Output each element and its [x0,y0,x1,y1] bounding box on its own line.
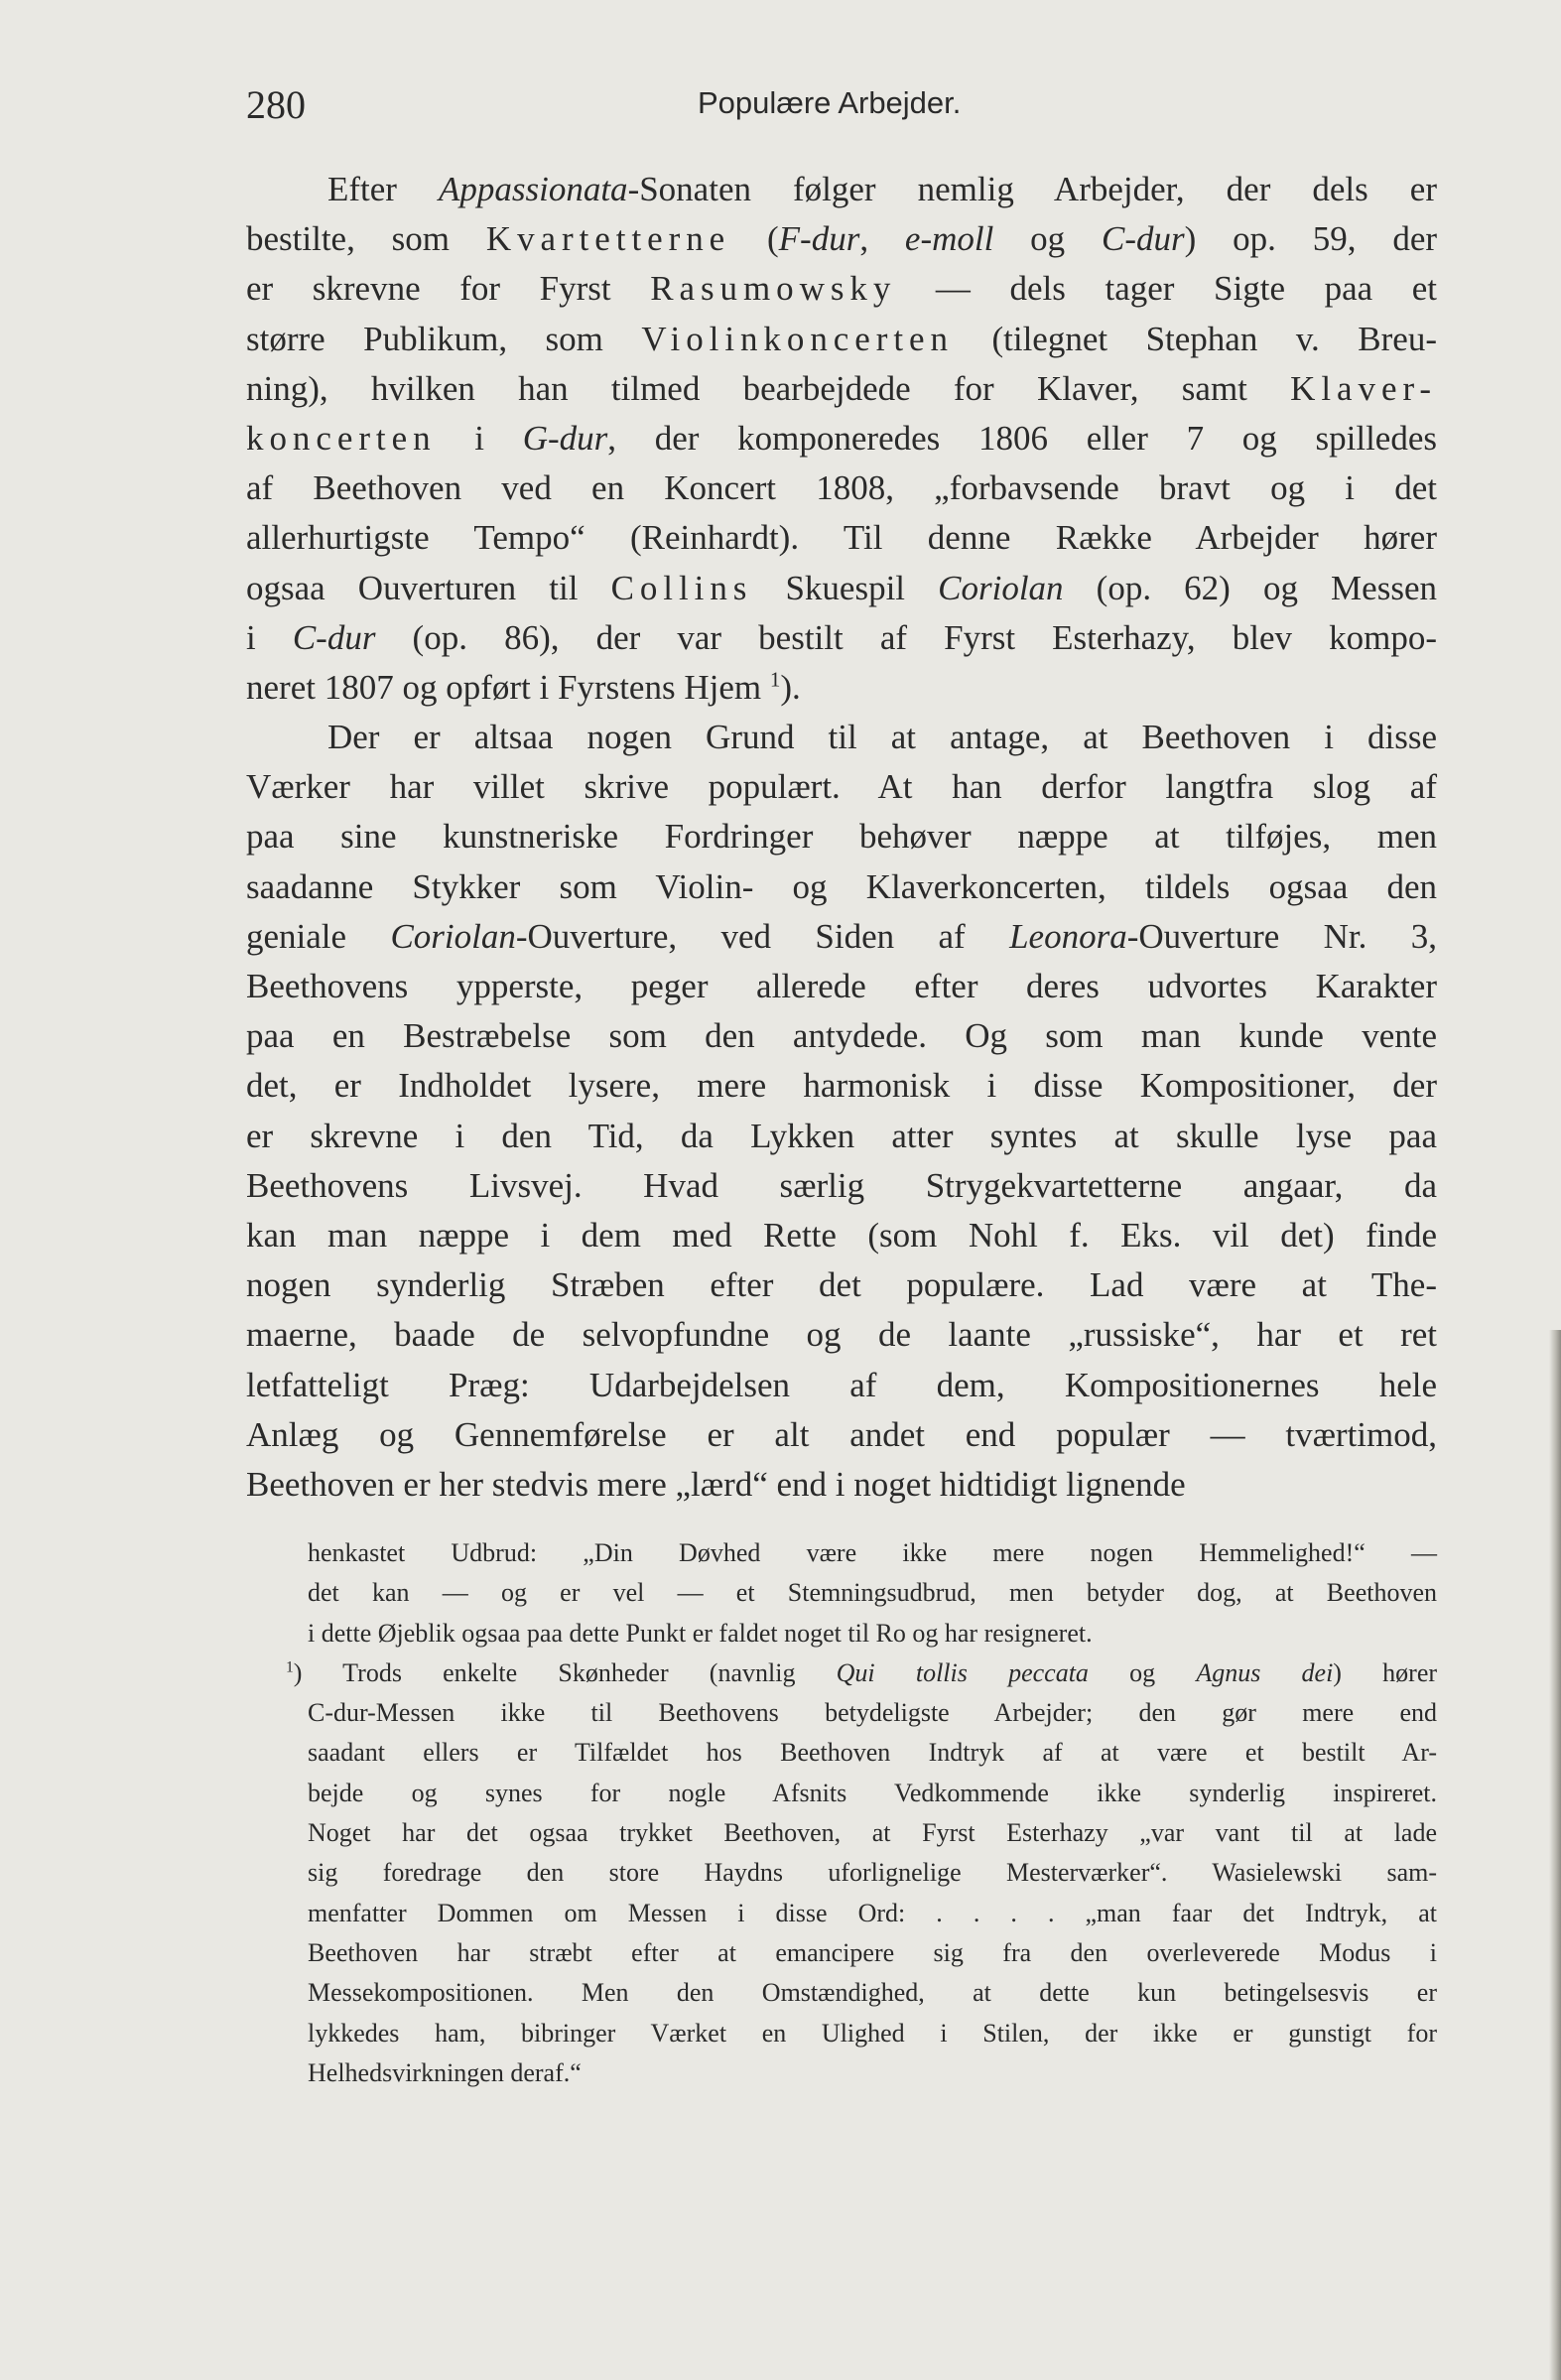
text-segment: Beethovens Livsvej. Hvad særlig Strygekvartetterne angaar, da [246,1165,1437,1205]
text-line [246,663,1437,713]
text-segment: og [993,219,1103,259]
text-segment: og [1088,1657,1197,1687]
spaced-text: koncerten [246,418,437,458]
text-line [246,1410,1437,1460]
footnote-line [308,1774,1437,1813]
italic-text: G-dur [522,418,608,458]
text-segment: C-dur-Messen ikke til Beethovens betydeligste Arbejder; den gør mere end [308,1698,1437,1728]
text-line [246,1211,1437,1260]
footnote-line [308,1813,1437,1853]
text-segment: , der komponeredes 1806 eller 7 og spilledes [607,418,1438,458]
text-segment: saadant ellers er Tilfældet hos Beethoven Indtryk af at være et bestilt Ar- [308,1738,1437,1768]
footnote-line [308,1614,1437,1653]
footnote-marker: 1 [769,667,781,692]
text-line [246,414,1437,463]
text-segment: letfatteligt Præg: Udarbejdelsen af dem, Kompositionernes hele [246,1365,1437,1404]
text-line [246,1112,1437,1161]
text-segment: nogen synderlig Stræben efter det populære. Lad være at The- [246,1265,1437,1305]
text-segment: henkastet Udbrud: „Din Døvhed være ikke mere nogen Hemmelighed!“ — [308,1538,1437,1567]
text-segment: Der er altsaa nogen Grund til at antage, at Beethoven i disse [327,718,1437,757]
text-line [246,463,1437,513]
text-segment: Værker har villet skrive populært. At han derfor langtfra slog af [246,767,1437,807]
footnote-line [308,1533,1437,1573]
text-segment: ) Trods enkelte Skønheder (navnlig [293,1657,837,1687]
text-segment: (op. 62) og Messen [1063,568,1437,607]
footnote-line [308,1573,1437,1613]
running-header [246,81,1437,131]
page-number: 280 [246,82,306,127]
text-segment: (tilegnet Stephan v. Breu- [953,319,1437,358]
text-segment: ogsaa Ouverturen til [246,568,611,607]
text-segment: paa en Bestræbelse som den antydede. Og som man kunde vente [246,1016,1437,1056]
text-line [246,1260,1437,1310]
text-line [246,862,1437,912]
text-segment: , [859,219,905,259]
text-segment: -Ouverture, ved Siden af [515,916,1010,956]
text-segment: maerne, baade de selvopfundne og de laante „russiske“, har et ret [246,1315,1437,1355]
text-segment: lykkedes ham, bibringer Værket en Ulighed i Stilen, der ikke er gunstigt for [308,2018,1437,2048]
running-title: Populære Arbejder. [698,85,962,120]
italic-text: C-dur [1102,219,1185,259]
footnote-line [308,1894,1437,1933]
spaced-text: Klaver- [1290,368,1437,408]
italic-text: Leonora [1009,916,1127,956]
text-segment: Beethoven har stræbt efter at emancipere sig fra den overleverede Modus i [308,1937,1437,1967]
footnote-line [308,2053,1437,2093]
text-line [246,912,1437,962]
footnote-marker: 1 [286,1658,294,1676]
text-segment: Messekompositionen. Men den Omstændighed, at dette kun betingelsesvis er [308,1978,1437,2008]
text-line [246,364,1437,414]
text-line [246,165,1437,214]
italic-text: F-dur [778,219,860,259]
text-line [246,1460,1437,1510]
text-segment: i [436,418,523,458]
text-segment: Beethoven er her stedvis mere „lærd“ end i noget hidtidigt lignende [246,1464,1186,1504]
spaced-text: Kvartetterne [485,219,731,259]
text-line [246,214,1437,264]
text-segment: Skuespil [752,568,939,607]
text-segment: større Publikum, som [246,319,642,358]
text-segment: bestilte, som [246,219,486,259]
footnote-line [308,1733,1437,1773]
text-line [246,613,1437,663]
italic-text: Agnus dei [1196,1657,1334,1687]
text-segment: ). [780,667,801,707]
text-line [246,713,1437,762]
spaced-text: Violinkoncerten [641,319,954,358]
text-segment: i [246,617,293,657]
page-edge-shadow [1549,1330,1561,2380]
italic-text: C-dur [292,617,376,657]
main-text [246,165,1437,1510]
text-line [246,1361,1437,1410]
italic-text: Coriolan [390,916,516,956]
text-segment: menfatter Dommen om Messen i disse Ord: . . . . „man faar det Indtryk, at [308,1898,1437,1927]
text-segment: Noget har det ogsaa trykket Beethoven, at Fyrst Esterhazy „var vant til at lade [308,1818,1437,1848]
italic-text: e-moll [904,219,994,259]
spaced-text: Collins [610,568,753,607]
text-segment: allerhurtigste Tempo“ (Reinhardt). Til denne Række Arbejder hører [246,518,1437,558]
text-segment: ning), hvilken han tilmed bearbejdede for Klaver, samt [246,368,1291,408]
text-segment: af Beethoven ved en Koncert 1808, „forbavsende bravt og i det [246,468,1437,508]
text-segment: paa sine kunstneriske Fordringer behøver næppe at tilføjes, men [246,817,1437,857]
footnote-line [286,1653,1437,1693]
text-segment: -Sonaten følger nemlig Arbejder, der dels er [627,170,1437,208]
footnote-line [308,1693,1437,1733]
italic-text: Appassionata [438,170,628,208]
text-segment: det kan — og er vel — et Stemningsudbrud, men betyder dog, at Beethoven [308,1578,1437,1608]
text-line [246,1011,1437,1061]
text-segment: ) op. 59, der [1184,219,1438,259]
text-segment: (op. 86), der var bestilt af Fyrst Esterhazy, blev kompo- [375,617,1437,657]
text-segment: kan man næppe i dem med Rette (som Nohl f. Eks. vil det) finde [246,1215,1437,1255]
text-line [246,1061,1437,1111]
text-line [246,1310,1437,1360]
text-line [246,264,1437,314]
footnote-line [308,2014,1437,2053]
text-segment: Beethovens ypperste, peger allerede efter deres udvortes Karakter [246,967,1437,1005]
text-segment: ) hører [1333,1657,1438,1687]
text-segment: neret 1807 og opført i Fyrstens Hjem [246,667,770,707]
text-segment: bejde og synes for nogle Afsnits Vedkommende ikke synderlig inspireret. [308,1778,1437,1807]
text-segment: er skrevne for Fyrst [246,269,651,309]
footnote-line [308,1853,1437,1893]
text-segment: i dette Øjeblik ogsaa paa dette Punkt er faldet noget til Ro og har resigneret. [308,1618,1093,1648]
text-line [246,315,1437,364]
text-segment: -Ouverture Nr. 3, [1126,916,1437,956]
text-segment: det, er Indholdet lysere, mere harmonisk i disse Kompositioner, der [246,1066,1437,1106]
text-line [246,564,1437,613]
text-line [246,962,1437,1011]
text-line [246,1161,1437,1211]
text-segment: — dels tager Sigte paa et [896,269,1438,309]
text-segment: saadanne Stykker som Violin- og Klaverkoncerten, tildels ogsaa den [246,866,1437,906]
spaced-text: Rasumowsky [650,269,897,309]
text-segment: Efter [327,170,439,208]
italic-text: Coriolan [938,568,1064,607]
footnote-line [308,1973,1437,2013]
text-segment: geniale [246,916,391,956]
footnote-line [308,1933,1437,1973]
text-segment: ( [730,219,779,259]
text-segment: sig foredrage den store Haydns uforlignelige Mesterværker“. Wasielewski sam- [308,1858,1437,1888]
text-line [246,812,1437,861]
text-line [246,513,1437,563]
text-segment: Helhedsvirkningen deraf.“ [308,2057,582,2087]
text-segment: er skrevne i den Tid, da Lykken atter syntes at skulle lyse paa [246,1116,1437,1155]
footnotes [286,1533,1438,2093]
text-segment: Anlæg og Gennemførelse er alt andet end populær — tværtimod, [246,1414,1437,1454]
italic-text: Qui tollis peccata [836,1657,1089,1687]
text-line [246,762,1437,812]
